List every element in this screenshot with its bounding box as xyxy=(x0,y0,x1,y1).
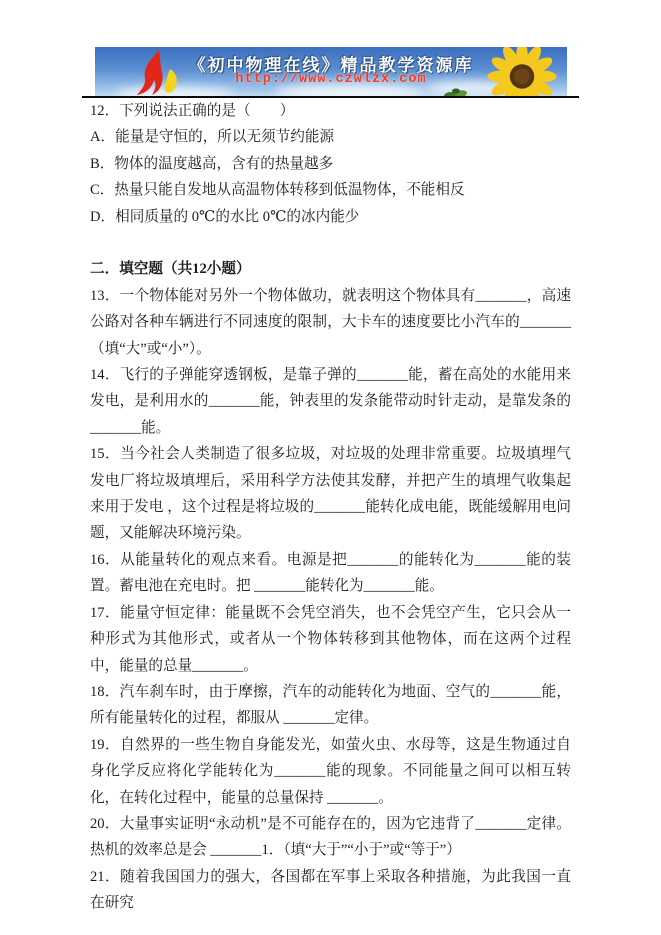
blank-line xyxy=(90,230,571,256)
question-12-option-c: C．热量只能自发地从高温物体转移到低温物体，不能相反 xyxy=(90,182,465,199)
question-12-option-d: D．相同质量的 0℃的水比 0℃的冰内能少 xyxy=(90,208,360,225)
document-body xyxy=(90,98,571,917)
question-13: 13．一个物体能对另外一个物体做功，就表明这个物体具有_______，高速公路对各种车辆进行不同速度的限制，大卡车的速度要比小汽车的_______（填“大”或“小”）。 xyxy=(90,287,571,357)
sunflower-icon xyxy=(483,47,561,97)
banner-title: 《初中物理在线》精品教学资源库 xyxy=(188,56,474,75)
site-banner xyxy=(95,47,567,97)
question-12-stem: 12．下列说法正确的是（ ） xyxy=(90,103,295,119)
question-19: 19．自然界的一些生物自身能发光，如萤火虫、水母等，这是生物通过自身化学反应将化学能转化为_______能的现象。不同能量之间可以相互转化，在转化过程中，能量的总量保持 _______。 xyxy=(90,736,571,806)
section-2-heading: 二．填空题（共12小题） xyxy=(90,261,251,278)
question-14: 14．飞行的子弹能穿透钢板，是靠子弹的_______能，蓄在高处的水能用来发电，是利用水的_______能，钟表里的发条能带动时针走动，是靠发条的 _______能。 xyxy=(90,367,571,436)
question-18: 18．汽车刹车时，由于摩擦，汽车的动能转化为地面、空气的_______能，所有能量转化的过程，都服从 _______定律。 xyxy=(90,683,571,727)
question-15: 15．当今社会人类制造了很多垃圾，对垃圾的处理非常重要。垃圾填埋气发电厂将垃圾填埋后，采用科学方法使其发酵，并把产生的填埋气收集起来用于发电 ，这个过程是将垃圾的_______能转化成电能，既能缓解用电问题，又能解决环境污染。 xyxy=(90,446,571,542)
question-20: 20．大量事实证明“永动机”是不可能存在的，因为它违背了_______定律。热机的效率总是会 _______1．（填“大于”“小于”或“等于”） xyxy=(90,815,571,859)
question-17: 17．能量守恒定律：能量既不会凭空消失，也不会凭空产生，它只会从一种形式为其他形式，或者从一个物体转移到其他物体，而在这两个过程中，能量的总量_______。 xyxy=(90,604,571,674)
banner-url-link[interactable]: http://www.czwlzx.com xyxy=(235,72,427,87)
question-12-option-b: B．物体的温度越高，含有的热量越多 xyxy=(90,155,334,172)
question-21: 21．随着我国国力的强大，各国都在军事上采取各种措施，为此我国一直在研究 xyxy=(90,868,571,912)
question-16: 16．从能量转化的观点来看。电源是把_______的能转化为_______能的装置。蓄电池在充电时。把 _______能转化为_______能。 xyxy=(90,551,571,595)
question-12-option-a: A．能量是守恒的，所以无须节约能源 xyxy=(90,129,335,146)
